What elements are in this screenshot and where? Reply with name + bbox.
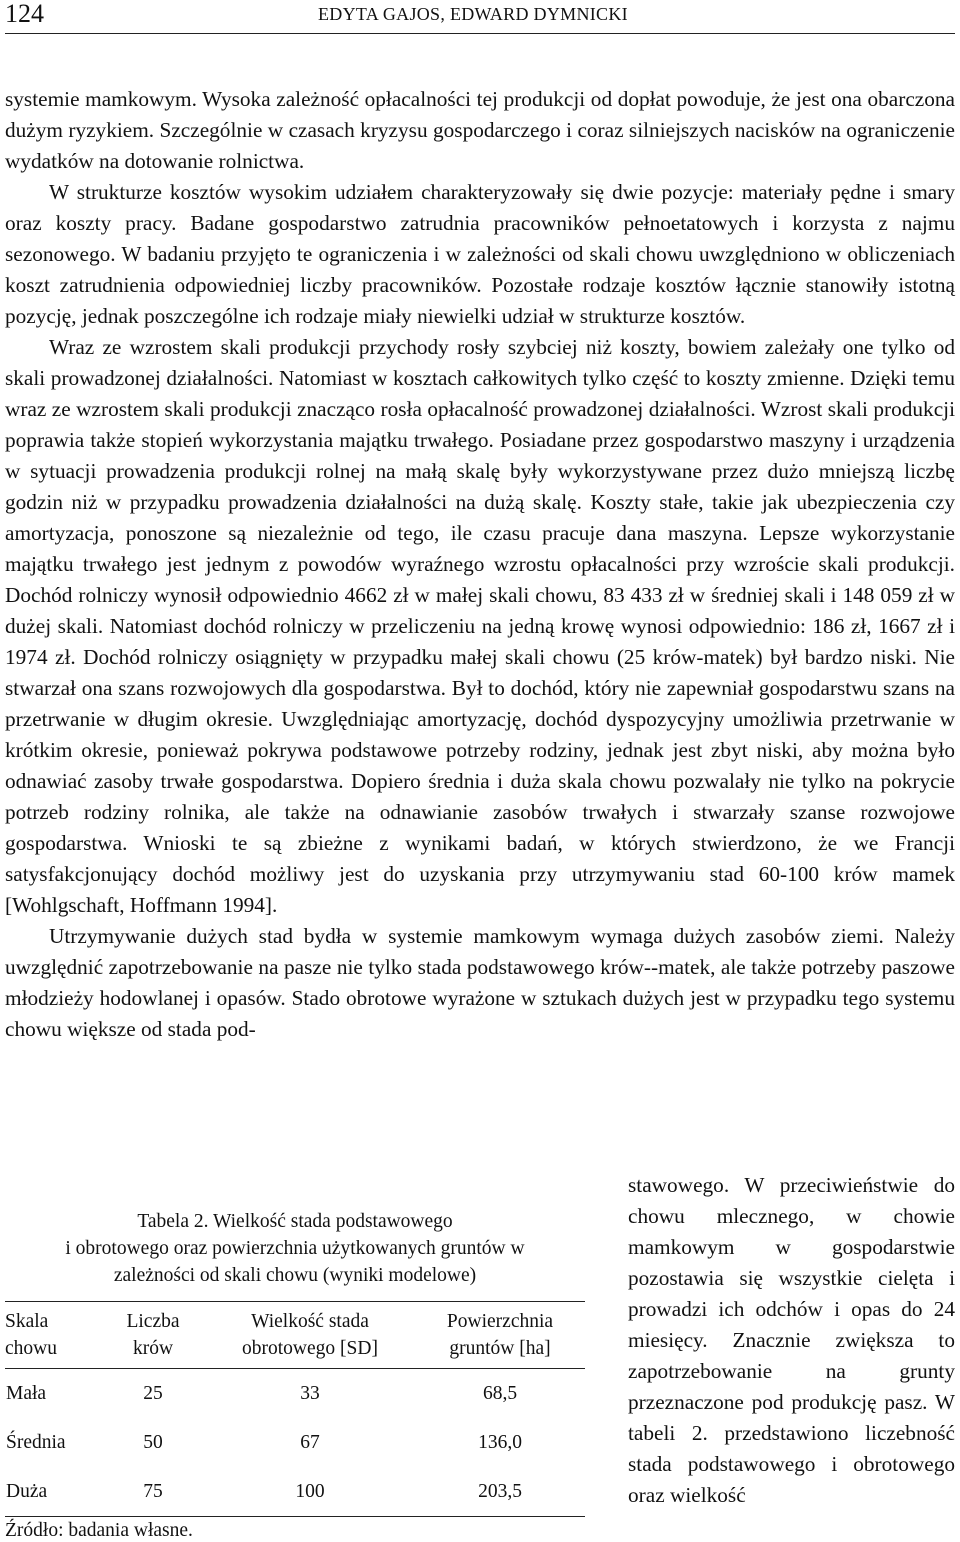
table-cell: 25 xyxy=(143,1382,163,1404)
table-source: Źródło: badania własne. xyxy=(5,1520,193,1541)
table-caption xyxy=(5,1208,585,1289)
header-line: Powierzchnia xyxy=(446,1311,554,1332)
table-cell: Mała xyxy=(6,1382,47,1404)
header-cell xyxy=(101,1302,205,1369)
table-cell: 203,5 xyxy=(415,1467,585,1517)
table-cell: 136,0 xyxy=(478,1431,522,1453)
header-line: gruntów [ha] xyxy=(449,1338,551,1359)
data-table xyxy=(5,1301,585,1517)
paragraph: W strukturze kosztów wysokim udziałem charakteryzowały się dwie pozycje: materiały pędne i smary oraz koszty pracy. Badane gospodarstwo zatrudnia pracowników pełnoetatowych i korzysta z najmu sezonowego. W badaniu przyjęto te ograniczenia i w zależności od skali chowu uwzględniono w obliczeniach koszt zatrudnienia odpowiedniej liczby pracowników. Pozostałe rodzaje kosztów łącznie stanowiły istotną pozycję, jednak poszczególne ich rodzaje miały niewielki udział w strukturze kosztów. xyxy=(5,180,955,328)
table-row xyxy=(5,1467,585,1517)
table-caption-line: Tabela 2. Wielkość stada podstawowego xyxy=(137,1211,453,1232)
paragraph: Utrzymywanie dużych stad bydła w systemie mamkowym wymaga dużych zasobów ziemi. Należy uwzględnić zapotrzebowanie na pasze nie tylko stada podstawowego krów--matek, ale także potrzeby paszowe młodzieży hodowlanej i opasów. Stado obrotowe wyrażone w sztukach dużych jest w przypadku tego systemu chowu większe od stada pod- xyxy=(5,924,955,1041)
page-header xyxy=(0,0,960,30)
table-cell: 100 xyxy=(205,1467,415,1517)
table-cell: 67 xyxy=(300,1431,320,1453)
table-caption-line: i obrotowego oraz powierzchnia użytkowanych gruntów w xyxy=(65,1238,525,1259)
header-line: obrotowego [SD] xyxy=(242,1338,378,1359)
table-cell: Duża xyxy=(5,1467,101,1517)
header-cell xyxy=(205,1302,415,1369)
running-title: EDYTA GAJOS, EDWARD DYMNICKI xyxy=(318,4,628,24)
header-line: Skala xyxy=(5,1311,49,1332)
header-cell xyxy=(5,1302,101,1369)
table-cell: Średnia xyxy=(6,1431,66,1453)
table-header-row xyxy=(5,1302,585,1369)
table-block xyxy=(5,1208,585,1542)
paragraph: systemie mamkowym. Wysoka zależność opłacalności tej produkcji od dopłat powoduje, że jest ona obarczona dużym ryzykiem. Szczególnie w czasach kryzysu gospodarczego i coraz silniejszych nacisków na ograniczenie wydatków na dotowanie rolnictwa. xyxy=(5,87,955,173)
header-line: Wielkość stada xyxy=(251,1311,369,1332)
table-cell: 68,5 xyxy=(482,1382,518,1404)
header-line: Liczba xyxy=(126,1311,180,1332)
header-line: chowu xyxy=(5,1338,57,1359)
table-row xyxy=(5,1418,585,1467)
table-cell: 75 xyxy=(101,1467,205,1517)
wrap-text: stawowego. W przeciwieństwie do chowu mlecznego, w chowie mamkowym w gospodarstwie pozostawia się wszystkie cielęta i prowadzi ich odchów i opas do 24 miesięcy. Znacznie zwiększa to zapotrzebowanie na grunty przeznaczone pod produkcję pasz. W tabeli 2. przedstawiono liczebność stada podstawowego i obrotowego oraz wielkość xyxy=(628,1173,955,1507)
page-number: 124 xyxy=(5,0,44,28)
body-text xyxy=(5,84,955,1045)
table-cell: 33 xyxy=(300,1382,320,1404)
table-cell: 50 xyxy=(143,1431,163,1453)
header-cell xyxy=(415,1302,585,1369)
header-line: krów xyxy=(132,1338,174,1359)
header-rule xyxy=(5,33,955,34)
table-row xyxy=(5,1369,585,1419)
paragraph: Wraz ze wzrostem skali produkcji przychody rosły szybciej niż koszty, bowiem zależały one tylko od skali prowadzonej działalności. Natomiast w kosztach całkowitych tylko część to koszty zmienne. Dzięki temu wraz ze wzrostem skali produkcji znacząco rosła opłacalność prowadzonej działalności. Wzrost skali produkcji poprawia także stopień wykorzystania majątku trwałego. Posiadane przez gospodarstwo maszyny i urządzenia w sytuacji prowadzenia produkcji rolnej na małą skalę były wykorzystywane przez dużo mniejszą liczbę godzin niż w przypadku prowadzenia działalności na dużą skalę. Koszty stałe, takie jak ubezpieczenia czy amortyzacja, ponoszone są niezależnie od tego, ile czasu pracuje dana maszyna. Lepsze wykorzystanie majątku trwałego jest jednym z powodów wyraźnego wzrostu opłacalności przy wzroście skali produkcji. Dochód rolniczy wynosił odpowiednio 4662 zł w małej skali chowu, 83 433 zł w średniej skali i 148 059 zł w dużej skali. Natomiast dochód rolniczy w przeliczeniu na jedną krowę wynosi odpowiednio: 186 zł, 1667 zł i 1974 zł. Dochód rolniczy osiągnięty w przypadku małej skali chowu (25 krów-matek) był bardzo niski. Nie stwarzał ona szans rozwojowych dla gospodarstwa. Był to dochód, który nie zapewniał gospodarstwu szans na przetrwanie w długim okresie. Uwzględniając amortyzację, dochód dyspozycyjny umożliwia przetrwanie w krótkim okresie, ponieważ pokrywa podstawowe potrzeby rodziny, jednak jest zbyt niski, aby można było odnawiać zasoby trwałe gospodarstwa. Dopiero średnia i duża skala chowu pozwalały nie tylko na pokrycie potrzeb rodziny rolnika, ale także na odnawianie zasobów trwałych i stwarzały szanse rozwojowe gospodarstwa. Wnioski te są zbieżne z wynikami badań, w których stwierdzono, że we Francji satysfakcjonujący dochód możliwy jest do uzyskania przy utrzymywaniu stad 60-100 krów mamek [Wohlgschaft, Hoffmann 1994]. xyxy=(5,335,955,917)
table-caption-line: zależności od skali chowu (wyniki modelowe) xyxy=(113,1265,477,1286)
